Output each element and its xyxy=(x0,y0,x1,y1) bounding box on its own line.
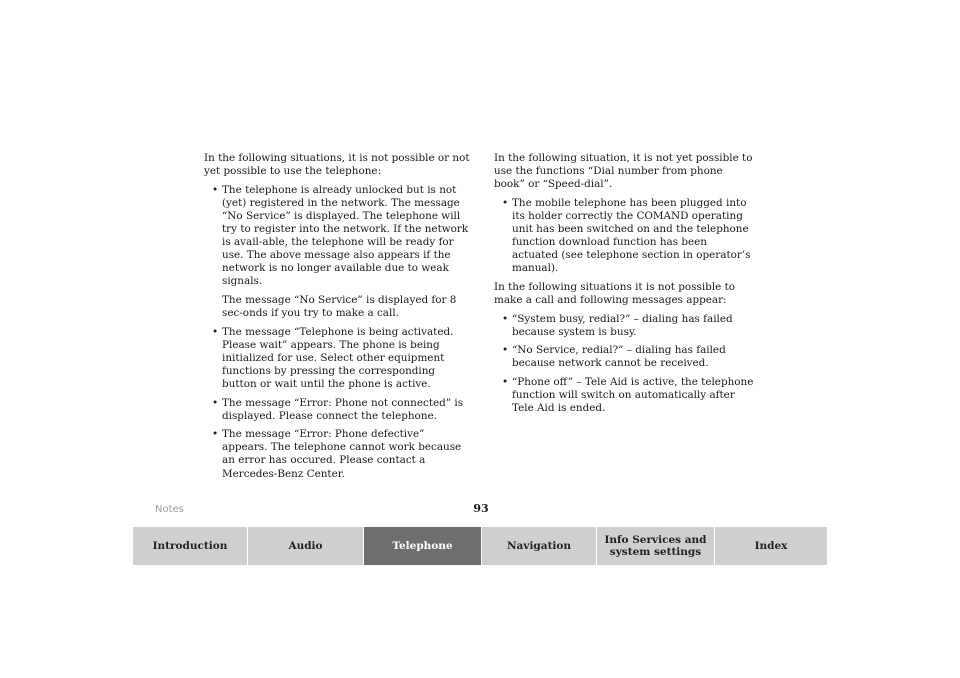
bullet-icon: • xyxy=(502,312,509,325)
bullet-icon: • xyxy=(502,344,509,357)
page-number: 93 xyxy=(473,502,489,515)
section-navbar xyxy=(133,527,827,565)
tab-navigation[interactable]: Navigation xyxy=(481,527,596,565)
tab-info-services[interactable]: Info Services and system settings xyxy=(596,527,714,565)
tab-index[interactable]: Index xyxy=(714,527,827,565)
bullet-text: The mobile telephone has been plugged into its holder correctly the COMAND operating unit has been switched on and the telephone function download function has been actuated (see telephone section in operator’s manual). xyxy=(512,196,751,275)
list-item xyxy=(204,326,472,391)
bullet-text: The message “Error: Phone not connected” is displayed. Please connect the telephone. xyxy=(222,396,464,422)
bullet-text: “System busy, redial?” – dialing has failed because system is busy. xyxy=(512,312,733,338)
list-item xyxy=(494,313,756,339)
bullet-icon: • xyxy=(212,428,219,441)
notes-label: Notes xyxy=(155,504,184,515)
tab-introduction[interactable]: Introduction xyxy=(133,527,247,565)
right-column xyxy=(494,152,756,421)
left-column xyxy=(204,152,472,486)
bullet-text: The message “No Service” is displayed for 8 sec-onds if you try to make a call. xyxy=(222,293,457,320)
list-item xyxy=(204,428,472,480)
bullet-icon: • xyxy=(212,183,219,196)
bullet-icon: • xyxy=(212,325,219,338)
right-intro-2: In the following situations it is not possible to make a call and following messages appear: xyxy=(494,280,736,306)
bullet-text: “No Service, redial?” – dialing has failed because network cannot be received. xyxy=(512,344,726,370)
list-item xyxy=(494,197,756,276)
bullet-icon: • xyxy=(212,396,219,409)
bullet-text: “Phone off” – Tele Aid is active, the telephone function will switch on automatically after Tele Aid is ended. xyxy=(512,375,754,415)
bullet-text: The message “Error: Phone defective” appears. The telephone cannot work because an error has occured. Please contact a Mercedes-Benz Center. xyxy=(222,428,462,480)
left-intro: In the following situations, it is not possible or not yet possible to use the telephone: xyxy=(204,152,470,178)
bullet-text: The message “Telephone is being activated. Please wait” appears. The phone is being initialized for use. Select other equipment functions by pressing the corresponding button or wait until the phone is active. xyxy=(222,325,454,390)
list-item xyxy=(204,397,472,423)
list-item xyxy=(494,376,756,415)
bullet-text: The telephone is already unlocked but is not (yet) registered in the network. The message “No Service” is displayed. The telephone will try to register into the network. If the network is avail-able, the telephone will be ready for use. The above message also appears if the network is no longer available due to weak signals. xyxy=(222,183,469,288)
list-item xyxy=(494,344,756,370)
bullet-icon: • xyxy=(502,196,509,209)
tab-telephone[interactable]: Telephone xyxy=(363,527,481,565)
right-intro: In the following situation, it is not yet possible to use the functions “Dial number from phone book” or “Speed-dial”. xyxy=(494,152,753,191)
tab-audio[interactable]: Audio xyxy=(247,527,363,565)
bullet-icon: • xyxy=(502,375,509,388)
list-item xyxy=(204,184,472,320)
